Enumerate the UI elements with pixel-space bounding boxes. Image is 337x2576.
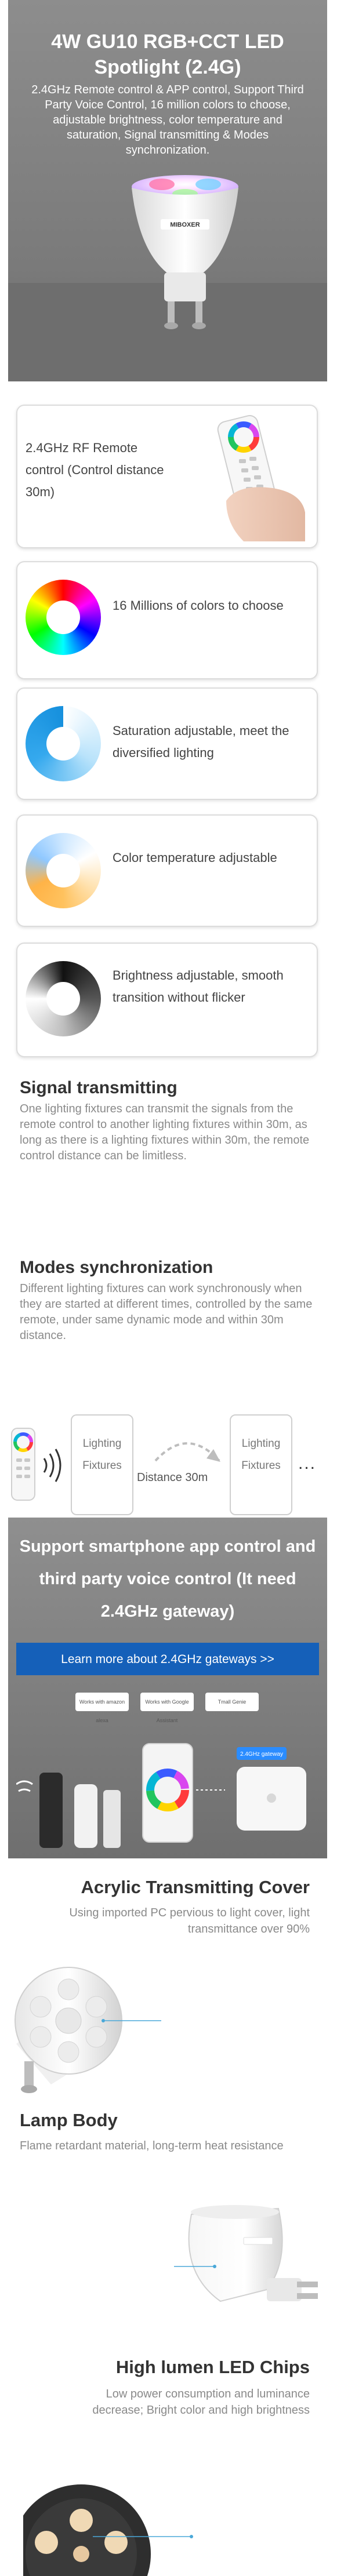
fixture-label: Lighting Fixtures — [82, 1438, 122, 1472]
lighting-fixture-box — [230, 1414, 292, 1515]
led-chips-image — [23, 2467, 197, 2576]
gateway-label: 2.4GHz gateway — [240, 1751, 283, 1758]
remote-signal-icon — [8, 1425, 66, 1506]
led-chips-body: Low power consumption and luminance decrease; Bright color and high brightness — [92, 2388, 310, 2417]
brightness-ring-icon — [26, 961, 101, 1036]
acrylic-cover-title: Acrylic Transmitting Cover — [81, 1877, 310, 1897]
color-temperature-ring-icon — [26, 833, 101, 908]
lamp-body-body: Flame retardant material, long-term heat resistance — [20, 2140, 284, 2152]
more-fixtures-ellipsis: ... — [298, 1454, 317, 1473]
bulb-lens-image — [10, 1963, 173, 2096]
fixture-label: Lighting Fixtures — [241, 1438, 281, 1472]
app-control-section — [8, 1518, 327, 1858]
brand-logo: MIBOXER — [170, 221, 200, 228]
feature-card-color-temperature — [16, 814, 318, 927]
feature-card-remote — [16, 405, 318, 548]
saturation-ring-icon — [26, 706, 101, 781]
feature-text: Brightness adjustable, smooth transition without flicker — [113, 968, 284, 1005]
distance-label: Distance 30m — [137, 1471, 208, 1484]
feature-card-brightness — [16, 943, 318, 1057]
modes-synchronization-title: Modes synchronization — [20, 1258, 213, 1277]
app-control-title: Support smartphone app control and third party voice control (It need 2.4GHz gateway) — [19, 1537, 316, 1621]
feature-text: 2.4GHz RF Remote control (Control distance 30m) — [26, 441, 164, 499]
feature-card-saturation — [16, 687, 318, 800]
feature-card-colors — [16, 561, 318, 679]
tmall-genie-badge: Tmall Genie — [205, 1693, 259, 1711]
acrylic-cover-body: Using imported PC pervious to light cover, light transmittance over 90% — [69, 1906, 310, 1935]
signal-transmitting-body: One lighting fixtures can transmit the signals from the remote control to another lighting fixtures within 30m, as long as there is a lighting fixtures within 30m, the remote control distance can be limitless. — [20, 1103, 310, 1162]
curved-arrow-icon — [150, 1432, 225, 1467]
lamp-body-image — [168, 2203, 331, 2330]
learn-more-gateways-button[interactable]: Learn more about 2.4GHz gateways >> — [16, 1643, 319, 1675]
lighting-fixture-box — [71, 1414, 133, 1515]
hero-banner — [8, 0, 327, 381]
gu10-bulb-image — [127, 174, 243, 359]
feature-text: Color temperature adjustable — [113, 850, 277, 865]
feature-text: Saturation adjustable, meet the diversified lighting — [113, 723, 289, 760]
feature-text: 16 Millions of colors to choose — [113, 598, 284, 613]
signal-transmitting-title: Signal transmitting — [20, 1078, 177, 1097]
smart-home-devices-image — [16, 1738, 324, 1854]
remote-control-icon — [203, 414, 307, 541]
modes-synchronization-body: Different lighting fixtures can work synchronously when they are started at different times, controlled by the same remote, under same dynamic mode and within 30m distance. — [20, 1282, 313, 1342]
color-wheel-icon — [26, 580, 101, 655]
hero-title: 4W GU10 RGB+CCT LED Spotlight (2.4G) — [51, 31, 284, 78]
lamp-body-title: Lamp Body — [20, 2110, 118, 2130]
led-chips-title: High lumen LED Chips — [115, 2357, 310, 2377]
alexa-badge: Works with amazon alexa — [75, 1693, 129, 1711]
google-assistant-badge: Works with Google Assistant — [140, 1693, 194, 1711]
hero-description: 2.4GHz Remote control & APP control, Support Third Party Voice Control, 16 million colors to choose, adjustable brightness, color temperature and saturation, Signal transmitting & Modes synchronization. — [31, 83, 304, 157]
